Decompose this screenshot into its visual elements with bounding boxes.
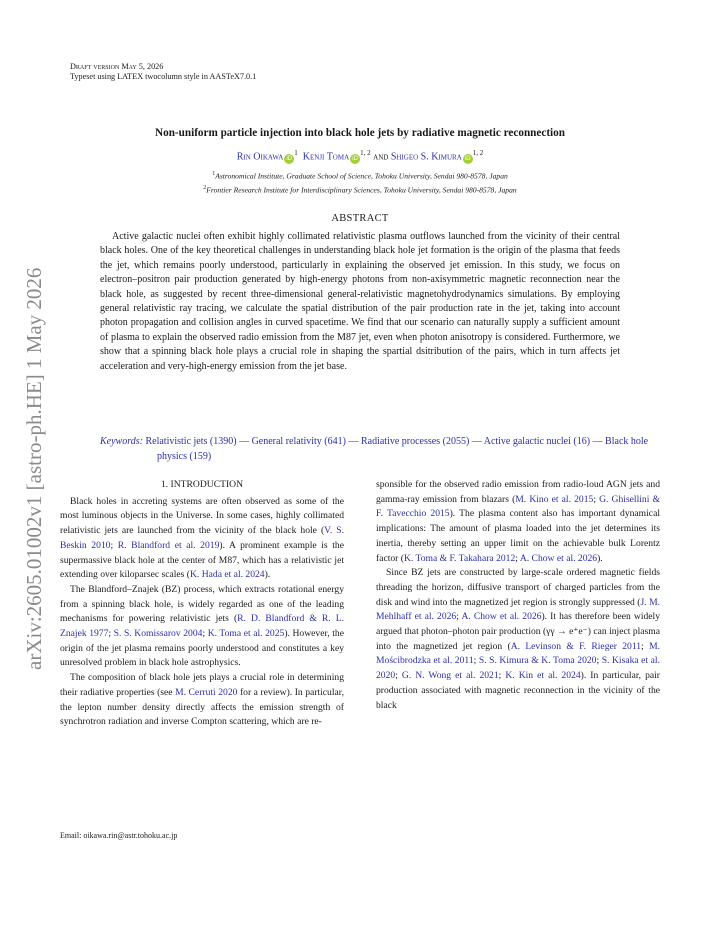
keywords [100, 434, 677, 464]
abstract-text: Active galactic nuclei often exhibit highly collimated relativistic plasma outflows launched from the vicinity of their central black holes. One of the key theoretical challenges in understanding black hole jet formation is the origin of the plasma that feeds the jet, which remains poorly understood, particularly in explaining the observed jet emission. In this study, we focus on electron–positron pair production generated by high-energy photons from non-axisymmetric magnetic reconnection near the black hole, as suggested by recent three-dimensional general-relativistic magnetohydrodynamics simulations. By employing general relativistic ray tracing, we calculate the spatial distribution of the pair production rate in the jet, taking into account photon propagation and collision angles in curved spacetime. We find that our scenario can naturally supply a sufficient amount of plasma to explain the observed radio emission from the M87 jet, even when photon anisotropy is considered. Furthermore, we show that a spinning black hole plays a crucial role in shaping the spartial dsitribution of the pairs, which in turn affects jet acceleration and very-high-energy emission from the jet base. [100, 231, 620, 372]
draft-version: Draft version May 5, 2026 [70, 62, 164, 71]
author-list [60, 149, 660, 164]
paragraph-text: sponsible for the observed radio emission from radio-loud AGN jets and gamma-ray emission from blazars ( [376, 479, 660, 505]
body-paragraph [60, 495, 344, 583]
citation-link[interactable]: R. Blandford et al. 2019 [117, 539, 220, 551]
paragraph-text: The composition of black hole jets plays a crucial role in determining their radiative properties (see [60, 672, 344, 698]
affiliation-text: Astronomical Institute, Graduate School of Science, Tohoku University, Sendai 980-8578, Japan [215, 171, 508, 181]
paragraph-text: for a review). In particular, the lepton number density directly affects the emission strength of synchrotron radiation and inverse Compton scattering, which are re- [60, 686, 344, 728]
citation-link[interactable]: K. Toma et al. 2025 [207, 628, 285, 640]
paragraph-text: ; [110, 539, 118, 551]
affiliation [60, 185, 660, 195]
abstract-heading: ABSTRACT [331, 213, 389, 224]
paragraph-text: ). [597, 552, 603, 564]
author-name[interactable]: Rin Oikawa [236, 151, 284, 163]
paper-title: Non-uniform particle injection into black hole jets by radiative magnetic reconnection [155, 127, 565, 139]
typeset-note: Typeset using LATEX twocolumn style in AASTeX7.0.1 [70, 72, 257, 81]
paragraph-text: ; [596, 655, 602, 667]
paragraph-text: ). [264, 569, 271, 581]
section-heading: 1. INTRODUCTION [160, 479, 244, 490]
draft-header [70, 62, 256, 82]
paragraph-text: ; [202, 628, 208, 640]
left-column [60, 478, 344, 730]
citation-link[interactable]: M. Cerruti 2020 [175, 686, 238, 698]
paragraph-text: ). A prominent example is the supermassive black hole at the center of M87, which has a relativistic jet extending over kiloparsec scales ( [60, 539, 344, 581]
affiliation-number: 2 [203, 185, 207, 191]
and-word: and [373, 151, 389, 163]
orcid-icon[interactable]: iD [350, 154, 360, 164]
right-column-body [376, 478, 660, 713]
paragraph-text: ). In particular, pair production associated with magnetic reconnection in the vicinity of the black [376, 670, 660, 711]
body-paragraph [60, 583, 344, 671]
citation-link[interactable]: M. Kino et al. 2015 [515, 493, 594, 505]
paragraph-text: ). However, the origin of the jet plasma remains poorly understood and constitutes a key unresolved problem in black hole astrophysics. [60, 628, 344, 669]
citation-link[interactable]: K. Kin et al. 2024 [505, 670, 581, 682]
paragraph-text: ; [108, 628, 114, 640]
citation-link[interactable]: K. Toma & F. Takahara 2012 [403, 552, 516, 564]
left-column-body [60, 495, 344, 730]
affiliation-number: 1 [212, 171, 216, 177]
body-paragraph [60, 671, 344, 730]
paragraph-text: Black holes in accreting systems are often observed as some of the most luminous objects in the Universe. In some cases, highly collimated relativistic jets are launched from the vicinity of the black hole ( [60, 495, 344, 537]
paragraph-text: The Blandford–Znajek (BZ) process, which extracts rotational energy from a spinning black hole, is widely regarded as one of the leading mechanisms for powering relativistic jets ( [60, 583, 344, 625]
citation-link[interactable]: M. Mościbrodzka et al. 2011 [376, 640, 660, 667]
paragraph-text: Since BZ jets are constructed by large-scale ordered magnetic fields threading the horizon, diffusive transport of charged particles from the disk and wind into the magnetized jet region is strongly suppressed ( [376, 567, 660, 608]
citation-link[interactable]: V. S. Beskin 2010 [60, 525, 344, 551]
citation-link[interactable]: K. Hada et al. 2024 [190, 569, 265, 581]
arxiv-identifier: arXiv:2605.01002v1 [astro-ph.HE] 1 May 2026 [22, 267, 46, 670]
affiliation [60, 171, 660, 181]
citation-link[interactable]: S. Kisaka et al. 2020 [376, 655, 660, 682]
citation-link[interactable]: J. M. Mehlhaff et al. 2026 [376, 596, 660, 623]
paragraph-text: ; [515, 552, 520, 564]
citation-link[interactable]: G. Ghisellini & F. Tavecchio 2015 [376, 493, 660, 520]
paragraph-text: ; [395, 670, 402, 682]
paragraph-text: ). The plasma content also has important dynamical implications: The amount of plasma loaded into the jet determines its inertia, thereby setting an upper limit on the achievable bulk Lorentz factor ( [376, 508, 660, 564]
body-paragraph [376, 478, 660, 566]
citation-link[interactable]: S. S. Komissarov 2004 [113, 628, 203, 640]
body-paragraph [376, 566, 660, 713]
author-affil: 1, 2 [472, 149, 484, 157]
affiliation-text: Frontier Research Institute for Interdisciplinary Sciences, Tohoku University, Sendai 980-8578, Japan [206, 185, 517, 195]
paragraph-text: ). It has therefore been widely argued that photon–photon pair production (γγ → e⁺e⁻) can inject plasma into the magnetized jet region ( [376, 611, 660, 652]
author-affil: 1 [294, 149, 298, 157]
paragraph-text: ; [593, 493, 600, 505]
author-name[interactable]: Shigeo S. Kimura [390, 151, 462, 163]
citation-link[interactable]: A. Levinson & F. Rieger 2011 [510, 640, 642, 652]
citation-link[interactable]: A. Chow et al. 2026 [461, 611, 542, 623]
author-affil: 1, 2 [360, 149, 371, 157]
orcid-icon[interactable]: iD [284, 154, 294, 164]
author-name[interactable]: Kenji Toma [302, 151, 350, 163]
paragraph-text: ; [473, 655, 479, 667]
paragraph-text: ; [456, 611, 462, 623]
citation-link[interactable]: G. N. Wong et al. 2021 [401, 670, 499, 682]
citation-link[interactable]: S. S. Kimura & K. Toma 2020 [478, 655, 597, 667]
keywords-list[interactable]: Relativistic jets (1390) — General relativity (641) — Radiative processes (2055) — Active galactic nuclei (16) — Black hole physics (159) [145, 436, 649, 462]
right-column [376, 478, 660, 713]
paragraph-text: ; [641, 640, 650, 652]
citation-link[interactable]: A. Chow et al. 2026 [519, 552, 598, 564]
footnote-email: Email: oikawa.rin@astr.tohoku.ac.jp [60, 831, 178, 840]
citation-link[interactable]: R. D. Blandford & R. L. Znajek 1977 [60, 613, 344, 640]
orcid-icon[interactable]: iD [463, 154, 473, 164]
paragraph-text: ; [498, 670, 506, 682]
keywords-label: Keywords: [100, 436, 143, 447]
